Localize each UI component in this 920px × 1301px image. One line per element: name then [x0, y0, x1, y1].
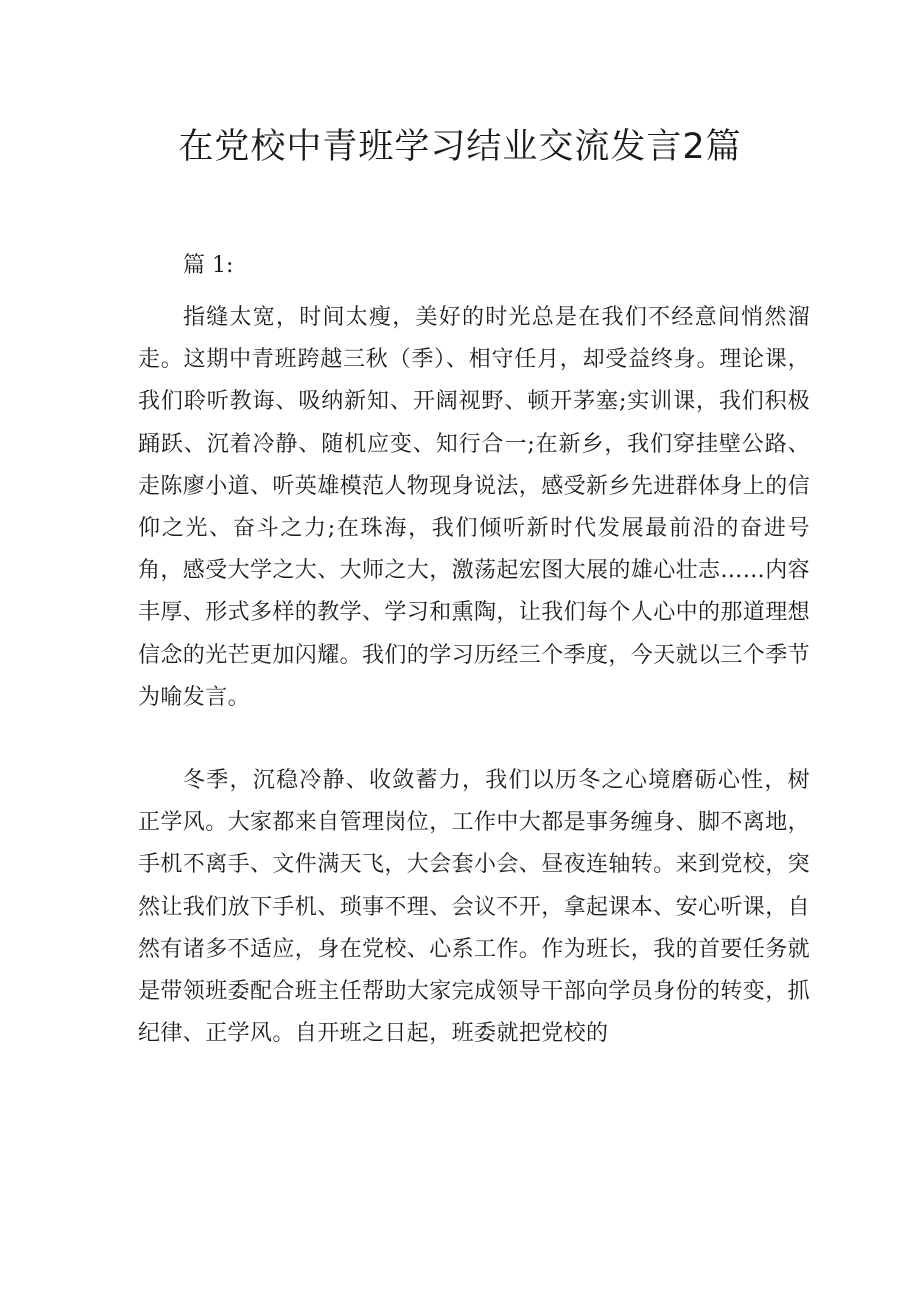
section-heading: 篇 1: [183, 253, 234, 278]
body-paragraph-1: 指缝太宽，时间太瘦，美好的时光总是在我们不经意间悄然溜走。这期中青班跨越三秋（季）、相守任月，却受益终身。理论课，我们聆听教诲、吸纳新知、开阔视野、顿开茅塞;实训课，我们积极踊跃、沉着冷静、随机应变、知行合一;在新乡，我们穿挂壁公路、走陈廖小道、听英雄模范人物现身说法，感受新乡先进群体身上的信仰之光、奋斗之力;在珠海，我们倾听新时代发展最前沿的奋进号角，感受大学之大、大师之大，激荡起宏图大展的雄心壮志……内容丰厚、形式多样的教学、学习和熏陶，让我们每个人心中的那道理想信念的光芒更加闪耀。我们的学习历经三个季度，今天就以三个季节为喻发言。 [138, 305, 811, 710]
body-paragraph-2: 冬季，沉稳冷静、收敛蓄力，我们以历冬之心境磨砺心性，树正学风。大家都来自管理岗位，工作中大都是事务缠身、脚不离地，手机不离手、文件满天飞，大会套小会、昼夜连轴转。来到党校，突然让我们放下手机、琐事不理、会议不开，拿起课本、安心听课，自然有诸多不适应，身在党校、心系工作。作为班长，我的首要任务就是带领班委配合班主任帮助大家完成领导干部向学员身份的转变，抓纪律、正学风。自开班之日起，班委就把党校的 [138, 768, 811, 1047]
document-title: 在党校中青班学习结业交流发言2篇 [178, 127, 742, 167]
